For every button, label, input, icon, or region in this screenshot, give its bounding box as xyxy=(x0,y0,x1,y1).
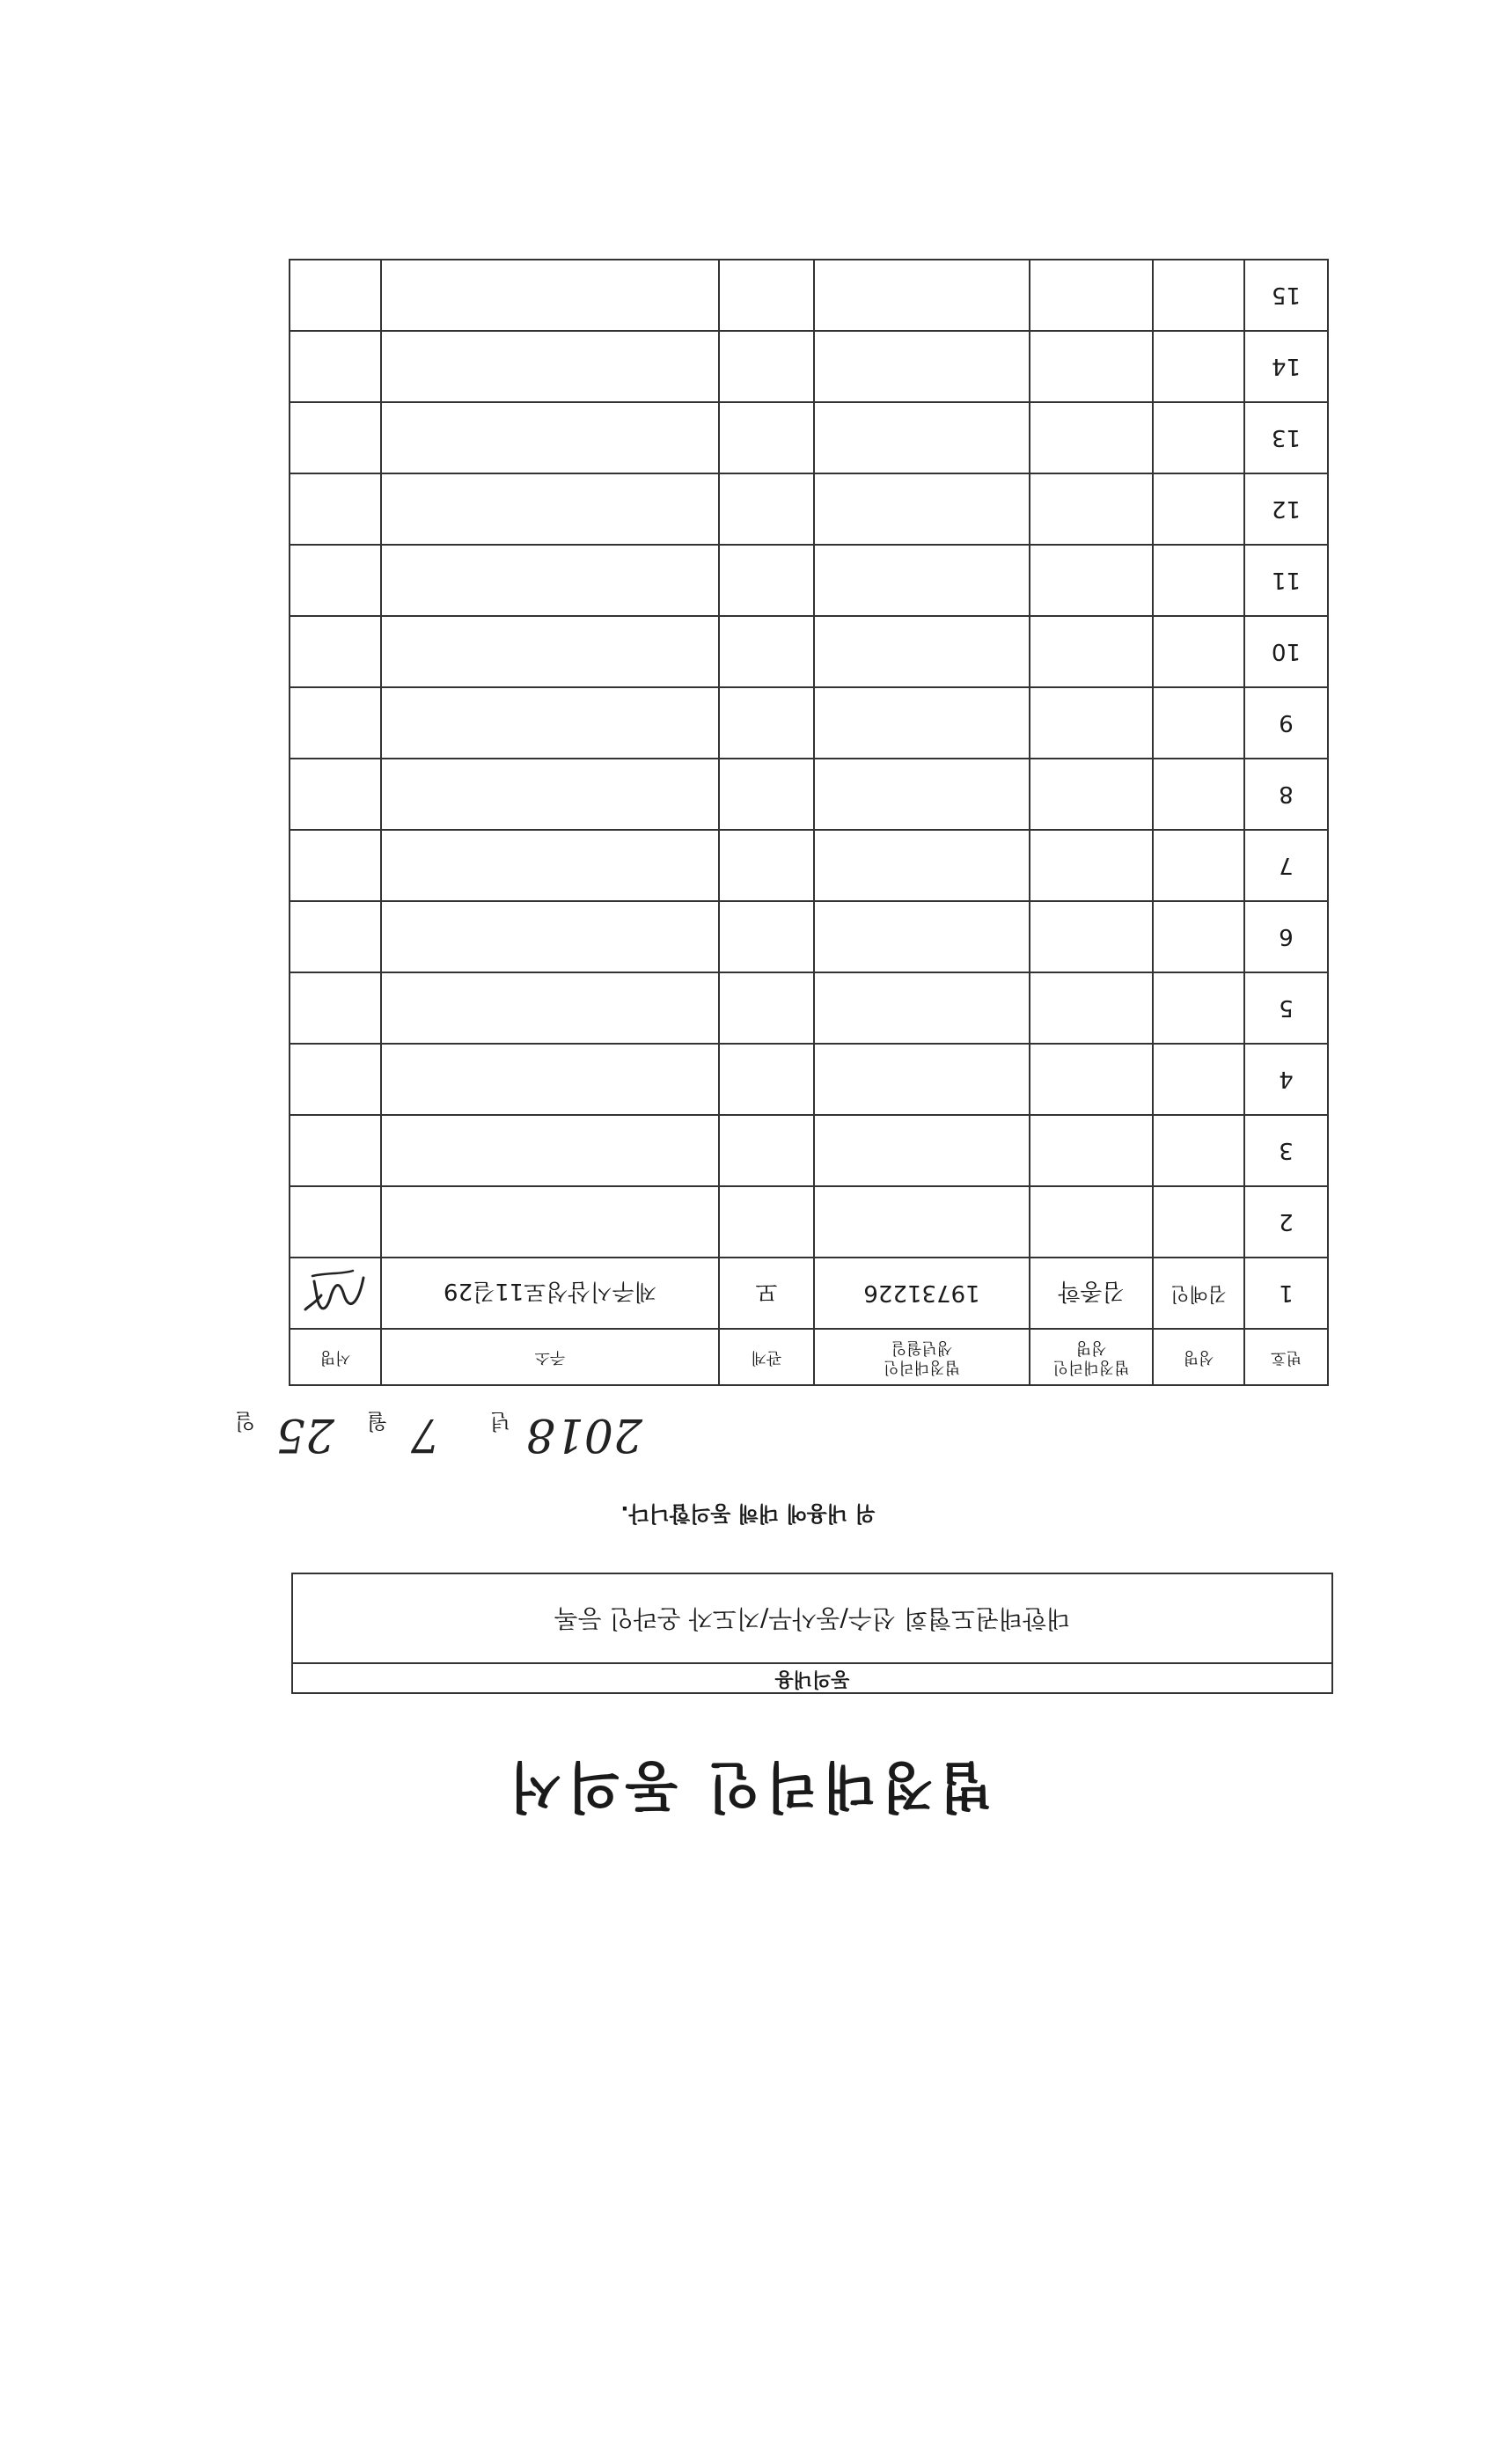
cell-relation xyxy=(719,830,814,901)
cell-address xyxy=(381,901,719,972)
cell-signature xyxy=(290,687,381,759)
table-header-row xyxy=(290,1329,1328,1385)
handwritten-signature-icon xyxy=(300,1265,370,1323)
cell-address xyxy=(381,473,719,545)
table-row xyxy=(290,1258,1328,1329)
cell-address xyxy=(381,1115,719,1186)
date-line xyxy=(202,1399,642,1470)
header-relation: 관계 xyxy=(719,1329,814,1385)
table-row xyxy=(290,260,1328,331)
cell-guardian-birth xyxy=(814,759,1030,830)
cell-relation xyxy=(719,473,814,545)
cell-signature xyxy=(290,1258,381,1329)
table-row xyxy=(290,830,1328,901)
date-month-unit: 월 xyxy=(366,1409,387,1434)
cell-signature xyxy=(290,1186,381,1258)
cell-address xyxy=(381,972,719,1044)
cell-no: 8 xyxy=(1244,759,1328,830)
cell-guardian-name xyxy=(1030,331,1153,402)
cell-signature xyxy=(290,473,381,545)
cell-athlete-name xyxy=(1153,473,1244,545)
cell-no: 14 xyxy=(1244,331,1328,402)
cell-athlete-name xyxy=(1153,1186,1244,1258)
cell-relation xyxy=(719,972,814,1044)
cell-no: 13 xyxy=(1244,402,1328,473)
cell-signature xyxy=(290,545,381,616)
cell-athlete-name xyxy=(1153,1044,1244,1115)
cell-guardian-name xyxy=(1030,1186,1153,1258)
cell-address xyxy=(381,759,719,830)
cell-guardian-birth xyxy=(814,260,1030,331)
cell-athlete-name xyxy=(1153,545,1244,616)
cell-athlete-name xyxy=(1153,402,1244,473)
cell-signature xyxy=(290,260,381,331)
cell-guardian-name xyxy=(1030,260,1153,331)
cell-guardian-name xyxy=(1030,972,1153,1044)
cell-address xyxy=(381,260,719,331)
table-row xyxy=(290,331,1328,402)
cell-no: 15 xyxy=(1244,260,1328,331)
cell-address xyxy=(381,1186,719,1258)
cell-no: 3 xyxy=(1244,1115,1328,1186)
cell-athlete-name: 김예인 xyxy=(1153,1258,1244,1329)
consent-header: 동의내용 xyxy=(293,1662,1331,1692)
cell-signature xyxy=(290,402,381,473)
cell-guardian-birth xyxy=(814,687,1030,759)
cell-guardian-name xyxy=(1030,545,1153,616)
table-row xyxy=(290,473,1328,545)
cell-athlete-name xyxy=(1153,972,1244,1044)
cell-relation xyxy=(719,1044,814,1115)
cell-no: 9 xyxy=(1244,687,1328,759)
cell-no: 1 xyxy=(1244,1258,1328,1329)
cell-no: 6 xyxy=(1244,901,1328,972)
cell-guardian-birth: 19731226 xyxy=(814,1258,1030,1329)
table-row xyxy=(290,1115,1328,1186)
cell-guardian-name xyxy=(1030,402,1153,473)
date-year: 2018 xyxy=(525,1408,642,1461)
table-row xyxy=(290,402,1328,473)
cell-relation xyxy=(719,331,814,402)
cell-athlete-name xyxy=(1153,901,1244,972)
cell-no: 7 xyxy=(1244,830,1328,901)
cell-guardian-birth xyxy=(814,1044,1030,1115)
consent-box xyxy=(291,1573,1333,1694)
cell-signature xyxy=(290,616,381,687)
header-no: 번호 xyxy=(1244,1329,1328,1385)
cell-address xyxy=(381,545,719,616)
cell-no: 11 xyxy=(1244,545,1328,616)
table-body xyxy=(290,260,1328,1329)
header-guardian-name: 법정대리인 성명 xyxy=(1030,1329,1153,1385)
cell-guardian-name xyxy=(1030,473,1153,545)
cell-guardian-birth xyxy=(814,545,1030,616)
cell-address xyxy=(381,331,719,402)
cell-athlete-name xyxy=(1153,331,1244,402)
cell-athlete-name xyxy=(1153,260,1244,331)
cell-guardian-birth xyxy=(814,616,1030,687)
header-athlete-name: 성명 xyxy=(1153,1329,1244,1385)
date-year-unit: 년 xyxy=(489,1409,510,1434)
cell-relation xyxy=(719,901,814,972)
cell-guardian-birth xyxy=(814,830,1030,901)
cell-address: 제주시삼성로11길29 xyxy=(381,1258,719,1329)
date-day: 25 xyxy=(275,1408,334,1461)
agree-statement: 위 내용에 대해 동의합니다. xyxy=(620,1501,876,1526)
cell-relation xyxy=(719,1186,814,1258)
cell-address xyxy=(381,1044,719,1115)
table-row xyxy=(290,759,1328,830)
cell-relation xyxy=(719,616,814,687)
cell-no: 5 xyxy=(1244,972,1328,1044)
cell-relation xyxy=(719,545,814,616)
date-month: 7 xyxy=(410,1408,440,1461)
cell-athlete-name xyxy=(1153,759,1244,830)
guardian-table xyxy=(289,259,1329,1386)
cell-signature xyxy=(290,1115,381,1186)
cell-athlete-name xyxy=(1153,687,1244,759)
cell-guardian-birth xyxy=(814,473,1030,545)
table-row xyxy=(290,972,1328,1044)
cell-guardian-name xyxy=(1030,830,1153,901)
cell-guardian-name xyxy=(1030,901,1153,972)
cell-no: 4 xyxy=(1244,1044,1328,1115)
cell-signature xyxy=(290,759,381,830)
table-row xyxy=(290,1044,1328,1115)
cell-relation xyxy=(719,687,814,759)
cell-signature xyxy=(290,972,381,1044)
consent-body: 대한태권도협회 선수/동사무/지도자 온라인 등록 xyxy=(554,1604,1071,1633)
cell-relation xyxy=(719,759,814,830)
cell-guardian-birth xyxy=(814,331,1030,402)
cell-no: 10 xyxy=(1244,616,1328,687)
cell-relation xyxy=(719,402,814,473)
cell-guardian-name xyxy=(1030,1044,1153,1115)
date-day-unit: 일 xyxy=(234,1409,255,1434)
cell-signature xyxy=(290,331,381,402)
cell-address xyxy=(381,616,719,687)
cell-guardian-name xyxy=(1030,1115,1153,1186)
table-row xyxy=(290,687,1328,759)
cell-athlete-name xyxy=(1153,830,1244,901)
cell-guardian-name: 김종학 xyxy=(1030,1258,1153,1329)
cell-relation xyxy=(719,1115,814,1186)
cell-guardian-birth xyxy=(814,1186,1030,1258)
cell-guardian-birth xyxy=(814,402,1030,473)
cell-athlete-name xyxy=(1153,1115,1244,1186)
cell-guardian-name xyxy=(1030,759,1153,830)
cell-guardian-birth xyxy=(814,972,1030,1044)
cell-address xyxy=(381,402,719,473)
table-row xyxy=(290,1186,1328,1258)
cell-address xyxy=(381,687,719,759)
cell-address xyxy=(381,830,719,901)
document-title: 법정대리인 동의서 xyxy=(503,1755,993,1819)
cell-relation: 모 xyxy=(719,1258,814,1329)
cell-no: 12 xyxy=(1244,473,1328,545)
table-row xyxy=(290,901,1328,972)
header-sign: 서명 xyxy=(290,1329,381,1385)
cell-signature xyxy=(290,901,381,972)
cell-athlete-name xyxy=(1153,616,1244,687)
cell-signature xyxy=(290,1044,381,1115)
table-row xyxy=(290,616,1328,687)
table-row xyxy=(290,545,1328,616)
header-guardian-birth: 법정대리인 생년월일 xyxy=(814,1329,1030,1385)
cell-guardian-birth xyxy=(814,1115,1030,1186)
header-address: 주소 xyxy=(381,1329,719,1385)
cell-guardian-name xyxy=(1030,687,1153,759)
cell-signature xyxy=(290,830,381,901)
cell-relation xyxy=(719,260,814,331)
cell-no: 2 xyxy=(1244,1186,1328,1258)
cell-guardian-birth xyxy=(814,901,1030,972)
cell-guardian-name xyxy=(1030,616,1153,687)
